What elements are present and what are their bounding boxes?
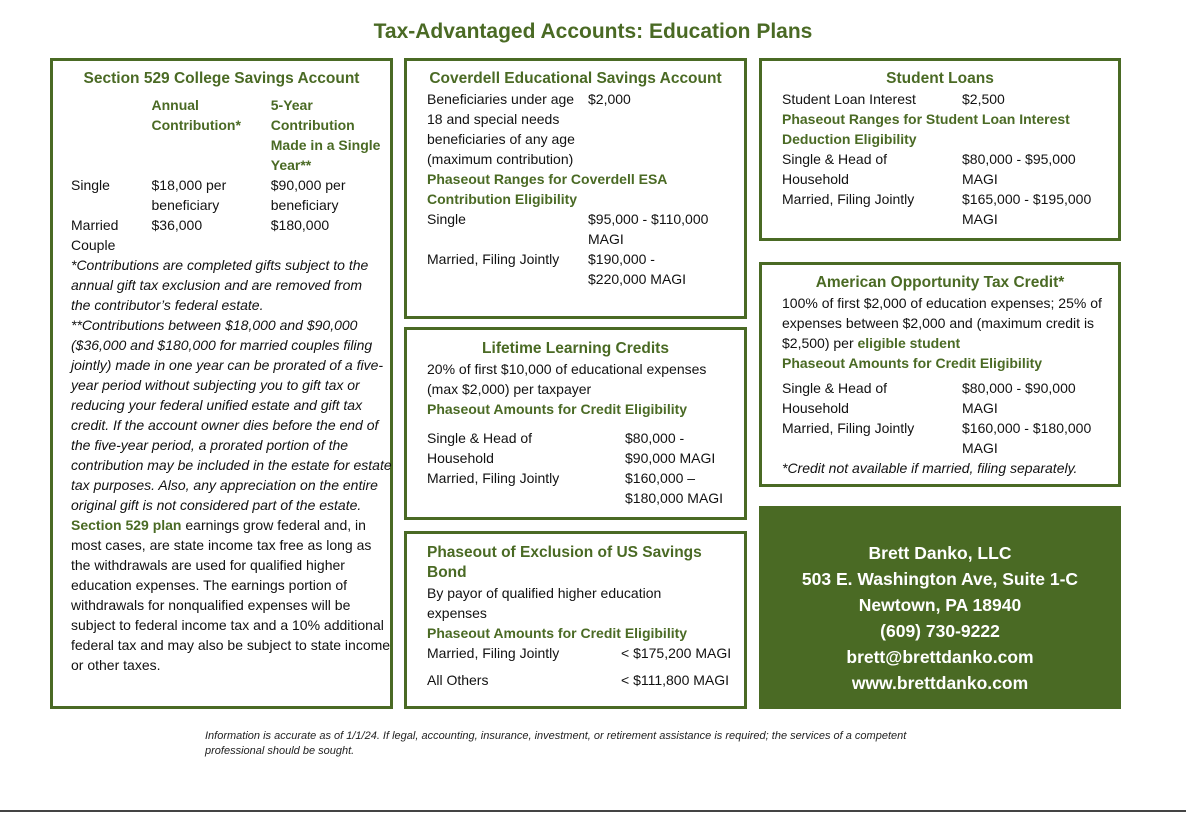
row-label: Single (427, 211, 466, 227)
annual-contribution-header: Annual Contribution* (151, 97, 241, 133)
five-year-contribution-note: **Contributions between $18,000 and $90,000 ($36,000 and $180,000 for married couples filing jointly) made in one year can be prorated of a five-year period without subjecting you to gift tax or reducing your federal unified estate and gift tax credit. If the account owner dies before the end of the five-year period, a prorated portion of the contribution may be included in the estate for estate tax purposes. Also, any appreciation on the entire original gift is not considered part of the estate. (71, 317, 392, 513)
aotc-row-married (782, 418, 1118, 458)
address-line-2: Newtown, PA 18940 (858, 595, 1022, 615)
student-loan-interest-value: $2,500 (962, 91, 1005, 107)
row-label: Single & Head of Household (782, 151, 888, 187)
row-value: < $175,200 MAGI (621, 645, 732, 661)
page-title: Tax-Advantaged Accounts: Education Plans (373, 20, 813, 43)
coverdell-panel (404, 58, 747, 319)
row-value: $80,000 - $90,000 MAGI (625, 430, 716, 466)
coverdell-row-single (427, 209, 744, 249)
five-year-contribution-header: 5-Year Contribution Made in a Single Year** (270, 97, 381, 173)
website-link[interactable]: www.brettdanko.com (851, 673, 1029, 693)
row-label: Single & Head of Household (782, 380, 888, 416)
lifetime-learning-row-single (427, 428, 744, 468)
student-loan-interest-label: Student Loan Interest (782, 91, 916, 107)
row-label: Married, Filing Jointly (782, 420, 915, 436)
section-529-plan-text (71, 515, 396, 675)
aotc-description-highlight: eligible student (857, 335, 961, 351)
company-name: Brett Danko, LLC (868, 543, 1012, 563)
five-year-value: $90,000 per beneficiary (270, 177, 346, 213)
row-value: $80,000 - $90,000 MAGI (962, 380, 1076, 416)
coverdell-heading: Coverdell Educational Savings Account (429, 70, 722, 87)
bottom-divider (0, 810, 1186, 812)
student-loans-panel (759, 58, 1121, 241)
aotc-note: *Credit not available if married, filing separately. (782, 460, 1078, 476)
section-529-plan-body: earnings grow federal and, in most cases, are state income tax free as long as the withdrawals are used for qualified higher education expenses. The earnings portion of withdrawals for nonqualified expenses will be subject to federal income tax and a 10% additional federal tax and may also be subject to state income or other taxes. (71, 517, 391, 673)
annual-value: $18,000 per beneficiary (151, 177, 227, 213)
savings-bond-heading: Phaseout of Exclusion of US Savings Bond (427, 544, 702, 581)
annual-contribution-note: *Contributions are completed gifts subject to the annual gift tax exclusion and are removed from the contributor’s federal estate. (71, 257, 369, 313)
lifetime-learning-phaseout-heading: Phaseout Amounts for Credit Eligibility (427, 401, 688, 417)
section-529-header-row (71, 95, 390, 175)
row-label: Married, Filing Jointly (427, 645, 560, 661)
coverdell-beneficiaries-row (427, 89, 744, 169)
savings-bond-row-others (427, 670, 744, 690)
row-value: $190,000 - $220,000 MAGI (588, 251, 687, 287)
lifetime-learning-description: 20% of first $10,000 of educational expenses (max $2,000) per taxpayer (427, 361, 707, 397)
email-address[interactable]: brett@brettdanko.com (846, 647, 1034, 667)
savings-bond-phaseout-heading: Phaseout Amounts for Credit Eligibility (427, 625, 688, 641)
row-label: Single & Head of Household (427, 430, 533, 466)
student-loans-row-married (782, 189, 1118, 229)
section-529-plan-label: Section 529 plan (71, 517, 182, 533)
aotc-description-text: 100% of first $2,000 of education expenses; 25% of expenses between $2,000 and (maximum credit is $2,500) per (782, 295, 1102, 351)
section-529-panel (50, 58, 393, 709)
aotc-row-single (782, 378, 1118, 418)
lifetime-learning-row-married (427, 468, 744, 508)
beneficiaries-value: $2,000 (588, 91, 631, 107)
annual-value: $36,000 (151, 217, 203, 233)
student-loans-row-single (782, 149, 1118, 189)
savings-bond-row-married (427, 643, 744, 663)
savings-bond-description: By payor of qualified higher education expenses (427, 585, 662, 621)
row-value: $160,000 – $180,000 MAGI (625, 470, 724, 506)
aotc-panel (759, 262, 1121, 487)
row-label: Married, Filing Jointly (427, 470, 560, 486)
student-loans-heading: Student Loans (886, 70, 994, 87)
aotc-phaseout-heading: Phaseout Amounts for Credit Eligibility (782, 355, 1043, 371)
coverdell-row-married (427, 249, 744, 289)
aotc-heading: American Opportunity Tax Credit* (815, 274, 1065, 291)
aotc-description (782, 293, 1118, 353)
row-value: $95,000 - $110,000 MAGI (588, 211, 709, 247)
row-label: Married Couple (71, 217, 119, 253)
row-value: $165,000 - $195,000 MAGI (962, 191, 1092, 227)
address-line-1: 503 E. Washington Ave, Suite 1-C (801, 569, 1079, 589)
section-529-heading: Section 529 College Savings Account (83, 70, 360, 87)
coverdell-phaseout-heading: Phaseout Ranges for Coverdell ESA Contribution Eligibility (427, 171, 667, 207)
lifetime-learning-heading: Lifetime Learning Credits (482, 340, 669, 357)
phone-number: (609) 730-9222 (880, 621, 1000, 641)
row-value: $160,000 - $180,000 MAGI (962, 420, 1092, 456)
savings-bond-panel (404, 531, 747, 709)
student-loan-interest-row (782, 89, 1118, 109)
row-label: Married, Filing Jointly (782, 191, 915, 207)
section-529-row-single (71, 175, 390, 215)
five-year-value: $180,000 (270, 217, 330, 233)
row-value: < $111,800 MAGI (621, 672, 730, 688)
beneficiaries-label: Beneficiaries under age 18 and special needs beneficiaries of any age (maximum contribution) (427, 91, 575, 167)
contact-panel (759, 506, 1121, 709)
section-529-row-married (71, 215, 390, 255)
row-label: Single (71, 177, 110, 193)
disclaimer: Information is accurate as of 1/1/24. If legal, accounting, insurance, investment, or retirement assistance is required; the services of a competent professional should be sought. (205, 730, 907, 757)
row-label: All Others (427, 672, 489, 688)
row-value: $80,000 - $95,000 MAGI (962, 151, 1076, 187)
student-loans-phaseout-heading: Phaseout Ranges for Student Loan Interest Deduction Eligibility (782, 111, 1070, 147)
row-label: Married, Filing Jointly (427, 251, 560, 267)
lifetime-learning-panel (404, 327, 747, 520)
